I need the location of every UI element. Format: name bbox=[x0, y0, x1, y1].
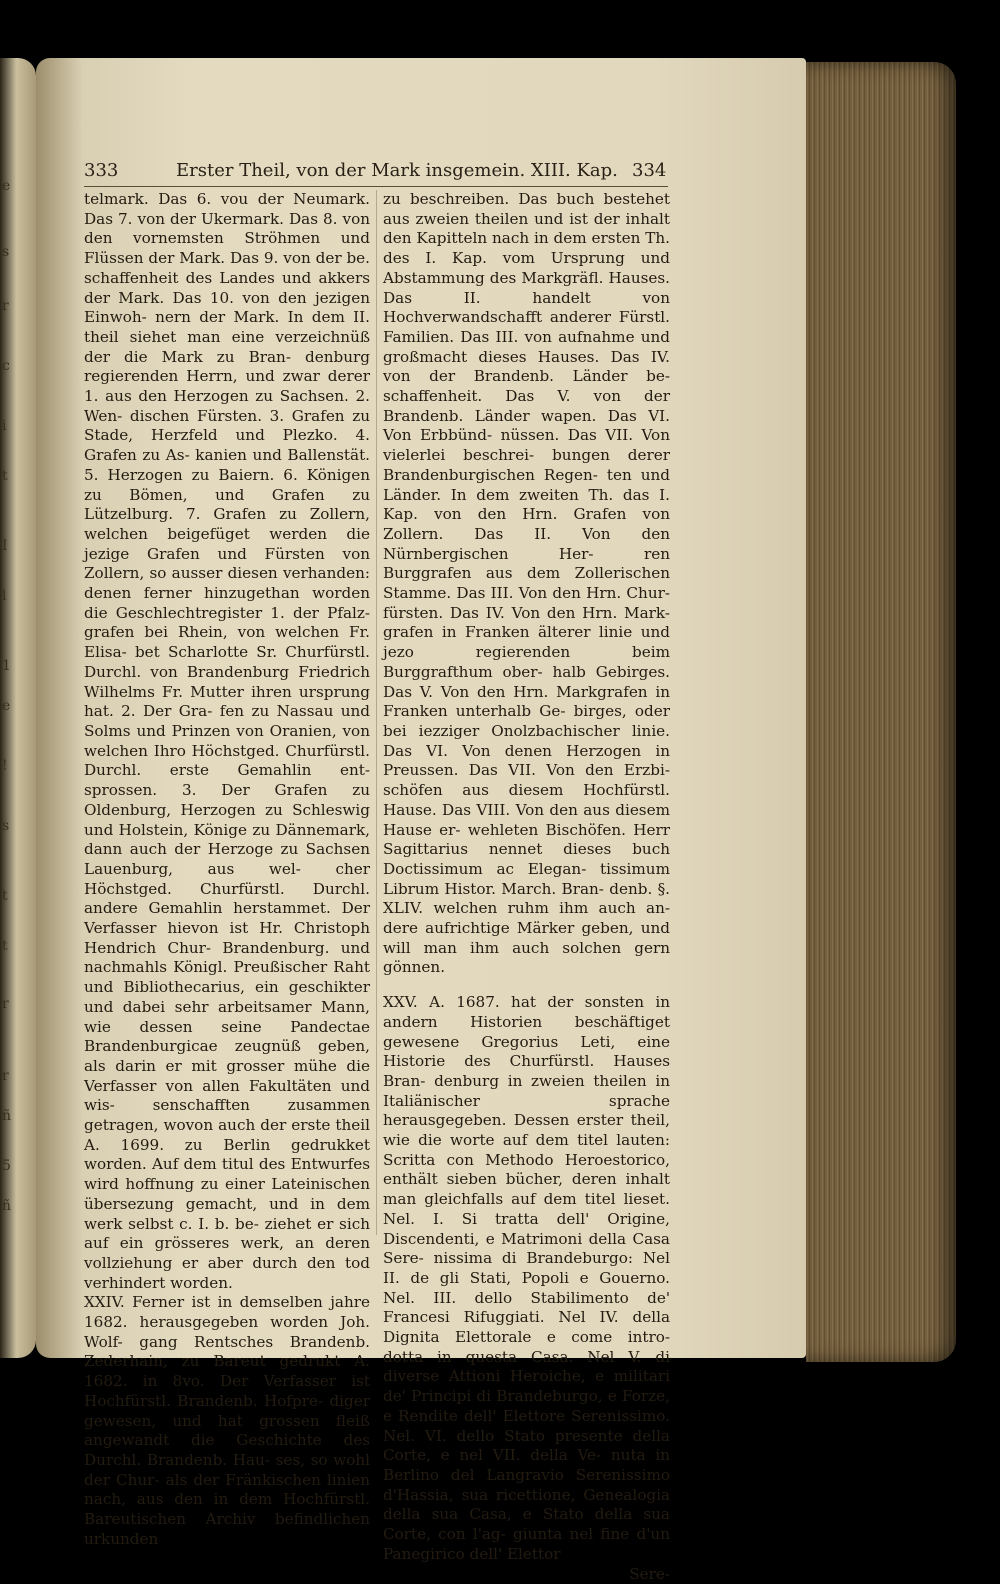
right-column bbox=[383, 190, 670, 1584]
header-rule bbox=[84, 186, 668, 187]
left-page-edge bbox=[0, 58, 36, 1358]
paragraph-xxiv-cont: zu beschreiben. Das buch bestehet aus zweien theilen und ist der inhalt den Kapitteln nach in dem ersten Th. des I. Kap. vom Ursprung und Abstammung des Markgräfl. Hauses. Das II. handelt von Hochverwandschafft anderer Fürstl. Familien. Das III. von aufnahme und großmacht dieses Hauses. Das IV. von der Brandenb. Länder be- schaffenheit. Das V. von der Brandenb. Länder wapen. Das VI. Von Erbbünd- nüssen. Das VII. Von vielerlei beschrei- bungen derer Brandenburgischen Regen- ten und Länder. In dem zweiten Th. das I. Kap. von den Hrn. Grafen von Zollern. Das II. Von den Nürnbergischen Her- ren Burggrafen aus dem Zollerischen Stamme. Das III. Von den Hrn. Chur- fürsten. Das IV. Von den Hrn. Mark- grafen in Franken älterer linie und jezo regierenden beim Burggrafthum ober- halb Gebirges. Das V. Von den Hrn. Markgrafen in Franken unterhalb Ge- birges, oder bei iezziger Onolzbachischer linie. Das VI. Von denen Herzogen in Preussen. Das VII. Von den Erzbi- schöfen aus diesem Hochfürstl. Hause. Das VIII. Von den aus diesem Hause er- wehleten Bischöfen. Herr Sagittarius nennet dieses buch Doctissimum ac Elegan- tissimum Librum Histor. March. Bran- denb. §. XLIV. welchen ruhm ihm auch an- dere aufrichtige Märker geben, und will man ihm auch solchen gern gönnen. bbox=[383, 190, 670, 977]
edge-char: e bbox=[2, 178, 11, 194]
edge-char: r bbox=[2, 1068, 9, 1084]
edge-char: 5 bbox=[2, 1158, 11, 1174]
page-number-right: 334 bbox=[632, 160, 667, 181]
paragraph-xxiv: XXIV. Ferner ist in demselben jahre 1682. herausgegeben worden Joh. Wolf- gang Rentsches Brandenb. Zederhain, zu Bareut gedrukt A. 1682. in 8vo. Der Verfasser ist Hochfürstl. Brandenb. Hofpre- diger gewesen, und hat grossen fleiß angewandt die Geschichte des Durchl. Brandenb. Hau- ses, so wohl der Chur- als der Fränkischen linien nach, aus den in dem Hochfürstl. Bareutischen Archiv befindlichen urkunden bbox=[84, 1293, 370, 1548]
edge-char: e bbox=[2, 698, 11, 714]
running-title: Erster Theil, von der Mark insgemein. XIII. Kap. bbox=[176, 160, 618, 181]
edge-char: ñ bbox=[2, 1198, 12, 1214]
edge-char: t bbox=[2, 468, 8, 484]
edge-char: ! bbox=[2, 758, 8, 774]
edge-char: 1 bbox=[2, 658, 11, 674]
page-block-edge bbox=[806, 62, 956, 1362]
page-number-left: 333 bbox=[84, 160, 119, 181]
edge-char: t bbox=[2, 888, 8, 904]
running-header bbox=[84, 160, 669, 188]
edge-char: c bbox=[2, 358, 10, 374]
edge-char: l bbox=[2, 588, 7, 604]
catchword: Sere- bbox=[629, 1564, 670, 1583]
edge-char: i bbox=[2, 418, 7, 434]
edge-char: ñ bbox=[2, 1108, 12, 1124]
paragraph-xxv: XXV. A. 1687. hat der sonsten in andern Historien beschäftiget gewesene Gregorius Leti, eine Historie des Churfürstl. Hauses Bran- denburg in zweien theilen in Italiänischer sprache herausgegeben. Dessen erster theil, wie die worte auf dem titel lauten: Scritta con Methodo Heroestorico, enthält sieben bücher, deren inhalt man gleichfalls auf dem titel lieset. Nel. I. Si tratta dell' Origine, Discendenti, e Matrimoni della Casa Sere- nissima di Brandeburgo: Nel II. de gli Stati, Popoli e Gouerno. Nel. III. dello Stabilimento de' Francesi Rifuggiati. Nel IV. della Dignita Elettorale e come intro- dotta in questa Casa. Nel V. di diverse Attioni Heroiche, e militari de' Principi di Brandeburgo, e Forze, e Rendite dell' Elettore Serenissimo. Nel. VI. dello Stato presente della Corte, e nel VII. della Ve- nuta in Berlino del Langravio Serenissimo d'Hassia, sua ricettione, Genealogia della sua Casa, e Stato della sua Corte, con l'ag- giunta nel fine d'un Panegirico dell' Elettor bbox=[383, 993, 670, 1563]
column-divider bbox=[376, 190, 377, 1235]
edge-char: I bbox=[2, 538, 8, 554]
left-column bbox=[84, 190, 370, 1550]
edge-char: r bbox=[2, 996, 9, 1012]
edge-char: t bbox=[2, 938, 8, 954]
edge-char: r bbox=[2, 298, 9, 314]
paragraph-xxiii-end: telmark. Das 6. vou der Neumark. Das 7. von der Ukermark. Das 8. von den vornemsten Ströhmen und Flüssen der Mark. Das 9. von der be. schaffenheit des Landes und akkers der Mark. Das 10. von den jezigen Einwoh- nern der Mark. In dem II. theil siehet man eine verzeichnüß der die Mark zu Bran- denburg regierenden Herrn, und zwar derer 1. aus den Herzogen zu Sachsen. 2. Wen- dischen Fürsten. 3. Grafen zu Stade, Herzfeld und Plezko. 4. Grafen zu As- kanien und Ballenstät. 5. Herzogen zu Baiern. 6. Königen zu Bömen, und Grafen zu Lützelburg. 7. Grafen zu Zollern, welchen beigefüget werden die jezige Grafen und Fürsten von Zollern, so ausser diesen verhanden: denen ferner hinzugethan worden die Geschlechtregister 1. der Pfalz- grafen bei Rhein, von welchen Fr. Elisa- bet Scharlotte Sr. Churfürstl. Durchl. von Brandenburg Friedrich Wilhelms Fr. Mutter ihren ursprung hat. 2. Der Gra- fen zu Nassau und Solms und Prinzen von Oranien, von welchen Ihro Höchstged. Churfürstl. Durchl. erste Gemahlin ent- sprossen. 3. Der Grafen zu Oldenburg, Herzogen zu Schleswig und Holstein, Könige zu Dännemark, dann auch der Herzoge zu Sachsen Lauenburg, aus wel- cher Höchstged. Churfürstl. Durchl. andere Gemahlin herstammet. Der Verfasser hievon ist Hr. Christoph Hendrich Chur- Brandenburg. und nachmahls Königl. Preußischer Raht und Bibliothecarius, ein geschikter und dabei sehr arbeitsamer Mann, wie dessen seine Pandectae Brandenburgicae zeugnüß geben, als darin er mit grosser mühe die Verfasser von allen Fakultäten und wis- senschafften zusammen getragen, wovon auch der erste theil A. 1699. zu Berlin gedrukket worden. Auf dem titul des Entwurfes wird hoffnung zu einer Lateinischen übersezung gemacht, und in dem werk selbst c. I. b. be- ziehet er sich auf ein grösseres werk, an deren vollziehung er aber durch den tod verhindert worden. bbox=[84, 190, 370, 1292]
edge-char: s bbox=[2, 818, 10, 834]
edge-char: s bbox=[2, 244, 10, 260]
